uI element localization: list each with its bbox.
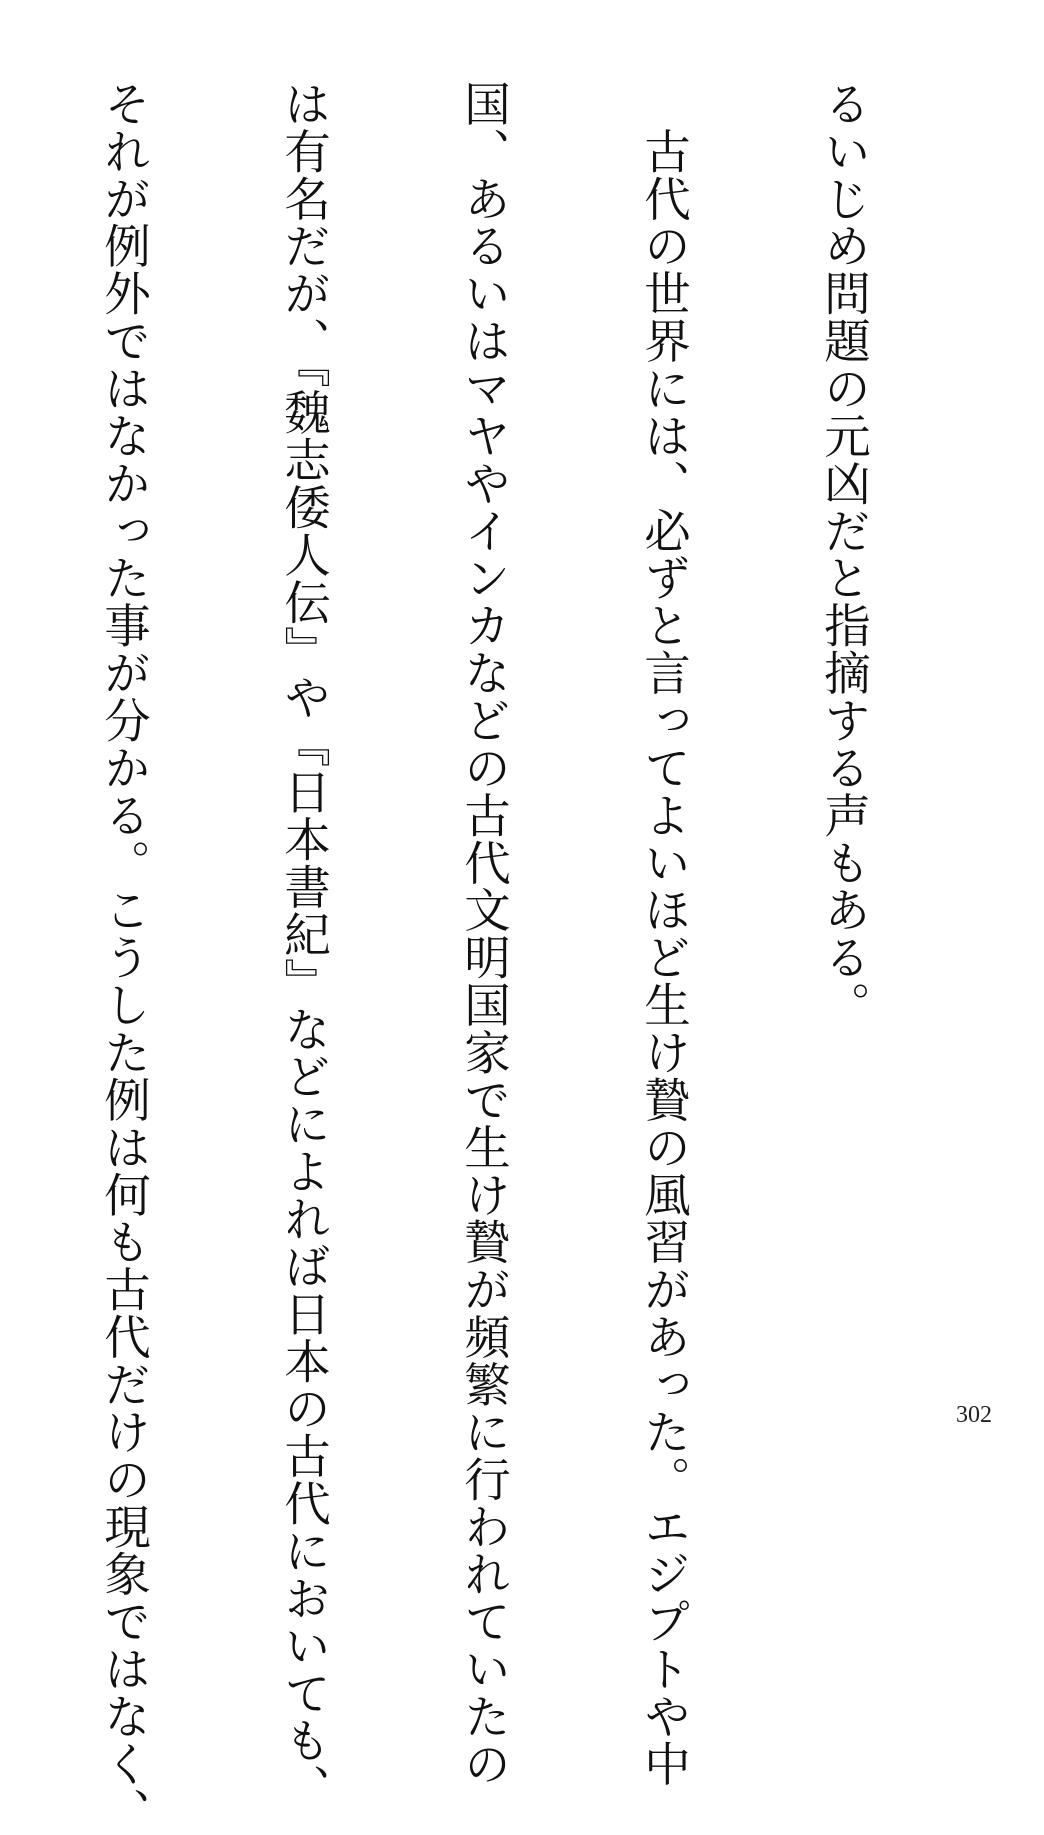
- page-number: 302: [956, 1402, 992, 1428]
- text-line: 国、あるいはマヤやインカなどの古代文明国家で生け贄が頻繁に行われていたの: [457, 80, 511, 1788]
- text-line: 古代の世界には、必ずと言ってよいほど生け贄の風習があった。エジプトや中: [637, 80, 691, 1788]
- text-line: るいじめ問題の元凶だと指摘する声もある。: [817, 80, 871, 1029]
- text-line: それが例外ではなかった事が分かる。こうした例は何も古代だけの現象ではなく、: [97, 80, 151, 1835]
- text-line: は有名だが、『魏志倭人伝』や『日本書紀』などによれば日本の古代においても、: [277, 80, 331, 1812]
